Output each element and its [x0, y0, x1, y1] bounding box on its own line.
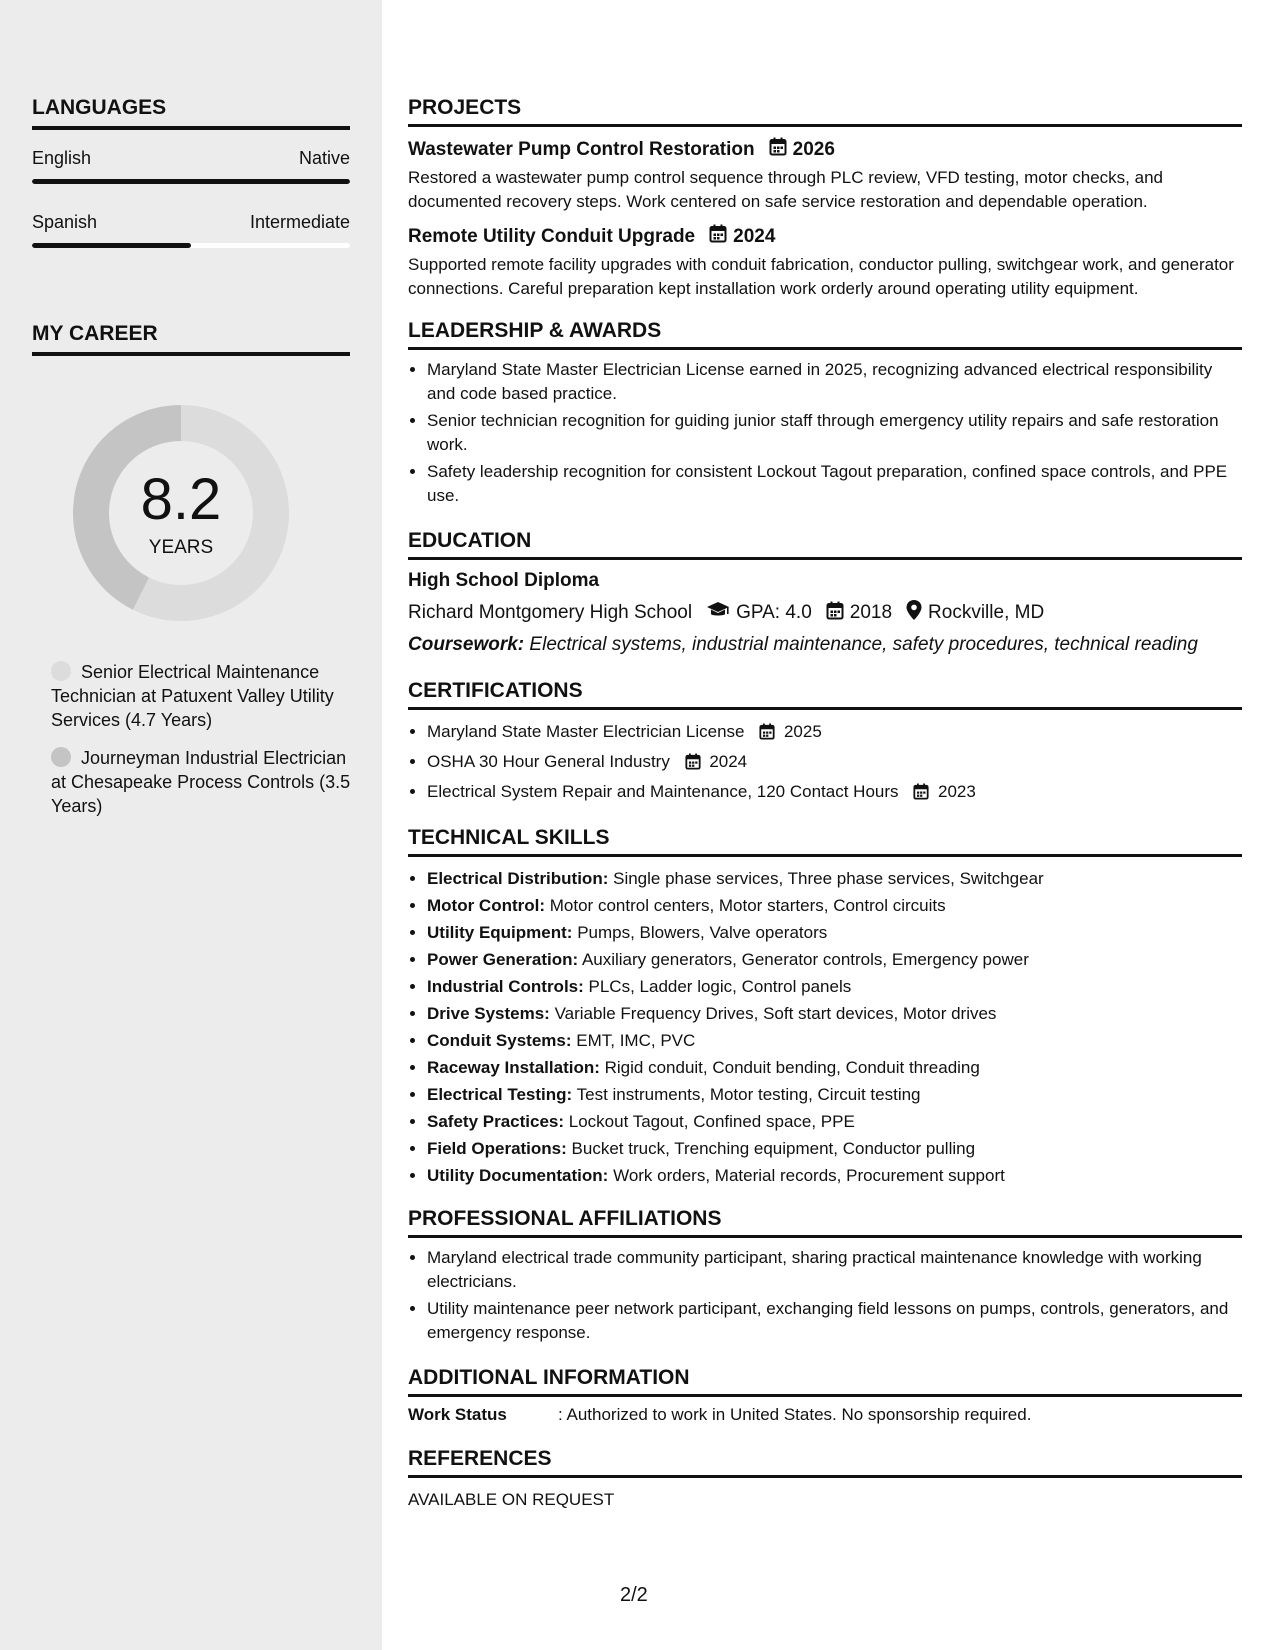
project-title: Wastewater Pump Control Restoration — [408, 138, 755, 160]
language-item — [32, 212, 350, 248]
list-item — [427, 1135, 1242, 1162]
skill-label: Drive Systems: — [427, 1004, 550, 1023]
project-year: 2024 — [733, 225, 776, 247]
career-heading: MY CAREER — [32, 322, 350, 356]
project-title: Remote Utility Conduit Upgrade — [408, 225, 696, 247]
skills-heading: TECHNICAL SKILLS — [408, 826, 1242, 857]
skill-value: EMT, IMC, PVC — [576, 1031, 696, 1050]
coursework-text: Electrical systems, industrial maintenance, safety procedures, technical reading — [529, 634, 1198, 655]
project-description: Supported remote facility upgrades with conduit fabrication, conductor pulling, switchgear work, and generator connections. Careful preparation kept installation work orderly around operating utility equipment. — [408, 255, 1234, 298]
education-heading: EDUCATION — [408, 529, 1242, 560]
additional-info-heading: ADDITIONAL INFORMATION — [408, 1366, 1242, 1397]
references-heading: REFERENCES — [408, 1447, 1242, 1478]
work-status-label: Work Status — [408, 1405, 507, 1424]
skill-value: Single phase services, Three phase services, Switchgear — [613, 869, 1044, 888]
list-item — [427, 892, 1242, 919]
certification-year: 2024 — [709, 752, 748, 771]
skill-value: PLCs, Ladder logic, Control panels — [588, 977, 852, 996]
career-legend-dot — [51, 747, 71, 767]
language-item — [32, 148, 350, 184]
coursework-label: Coursework: — [408, 634, 525, 655]
graduation-cap-icon — [706, 601, 730, 625]
awards-list — [408, 358, 1242, 508]
skill-label: Electrical Distribution: — [427, 869, 609, 888]
education-year: 2018 — [849, 602, 893, 623]
list-item — [427, 946, 1242, 973]
list-item: • Maryland electrical trade community participant, sharing practical maintenance knowledge with working electricians. — [427, 1246, 1242, 1294]
skill-value: Test instruments, Motor testing, Circuit testing — [576, 1085, 921, 1104]
certification-name: Maryland State Master Electrician License — [427, 722, 745, 741]
calendar-icon — [769, 137, 787, 162]
education-details — [408, 600, 1242, 626]
language-level: Intermediate — [249, 212, 350, 232]
affiliations-heading: PROFESSIONAL AFFILIATIONS — [408, 1207, 1242, 1238]
career-item-text: Senior Electrical Maintenance Technician at Patuxent Valley Utility Services (4.7 Years) — [51, 662, 334, 730]
list-item — [427, 718, 1242, 748]
affiliations-list — [408, 1246, 1242, 1345]
certifications-heading: CERTIFICATIONS — [408, 679, 1242, 710]
list-item: • Senior technician recognition for guiding junior staff through emergency utility repairs and safe restoration work. — [427, 409, 1242, 457]
list-item — [427, 1054, 1242, 1081]
work-status-row — [408, 1405, 1242, 1425]
skill-value: Work orders, Material records, Procurement support — [613, 1166, 1005, 1185]
career-total-years: 8.2 — [140, 467, 222, 532]
skill-label: Raceway Installation: — [427, 1058, 600, 1077]
languages-heading: LANGUAGES — [32, 96, 350, 130]
certification-year: 2023 — [937, 782, 976, 801]
skill-label: Electrical Testing: — [427, 1085, 573, 1104]
calendar-icon — [709, 224, 727, 249]
list-item — [427, 919, 1242, 946]
education-school: Richard Montgomery High School — [408, 602, 693, 623]
education-degree: High School Diploma — [408, 570, 600, 591]
list-item — [427, 865, 1242, 892]
sidebar — [0, 0, 382, 1650]
career-legend-dot — [51, 661, 71, 681]
skill-label: Conduit Systems: — [427, 1031, 572, 1050]
skill-label: Power Generation: — [427, 950, 579, 969]
career-total-unit: YEARS — [148, 537, 214, 558]
career-list — [32, 660, 351, 818]
skill-value: Lockout Tagout, Confined space, PPE — [568, 1112, 855, 1131]
calendar-icon — [685, 751, 701, 778]
language-proficiency-fill — [32, 243, 191, 248]
skill-value: Variable Frequency Drives, Soft start devices, Motor drives — [554, 1004, 997, 1023]
list-item — [427, 1162, 1242, 1189]
work-status-value: : Authorized to work in United States. No sponsorship required. — [558, 1405, 1032, 1424]
skill-value: Bucket truck, Trenching equipment, Conductor pulling — [571, 1139, 976, 1158]
calendar-icon — [913, 781, 929, 808]
education-gpa: GPA: 4.0 — [736, 602, 812, 623]
list-item — [427, 778, 1242, 808]
skill-label: Field Operations: — [427, 1139, 567, 1158]
skill-label: Utility Documentation: — [427, 1166, 609, 1185]
page-number: 2/2 — [620, 1584, 648, 1606]
list-item: • Safety leadership recognition for consistent Lockout Tagout preparation, confined space controls, and PPE use. — [427, 460, 1242, 508]
awards-heading: LEADERSHIP & AWARDS — [408, 319, 1242, 350]
list-item — [427, 1000, 1242, 1027]
list-item — [427, 748, 1242, 778]
education-coursework — [408, 632, 1242, 657]
career-item-text: Journeyman Industrial Electrician at Chesapeake Process Controls (3.5 Years) — [51, 748, 351, 816]
map-pin-icon — [906, 600, 922, 626]
language-name: English — [32, 148, 92, 168]
certification-name: OSHA 30 Hour General Industry — [427, 752, 670, 771]
skill-value: Auxiliary generators, Generator controls, Emergency power — [581, 950, 1029, 969]
career-item — [51, 660, 351, 732]
language-level: Native — [298, 148, 350, 168]
project-year: 2026 — [792, 138, 835, 160]
language-name: Spanish — [32, 212, 98, 232]
calendar-icon — [759, 721, 775, 748]
project-item — [408, 224, 1242, 301]
certifications-list — [408, 718, 1242, 808]
main-content — [408, 96, 1242, 1510]
skill-value: Motor control centers, Motor starters, Control circuits — [549, 896, 946, 915]
skill-value: Pumps, Blowers, Valve operators — [577, 923, 828, 942]
language-proficiency-fill — [32, 179, 350, 184]
career-donut-chart — [66, 398, 296, 628]
skills-list — [408, 865, 1242, 1189]
list-item — [427, 1081, 1242, 1108]
project-description: Restored a wastewater pump control sequence through PLC review, VFD testing, motor checks, and documented recovery steps. Work centered on safe service restoration and dependable operation. — [408, 168, 1163, 211]
education-location: Rockville, MD — [928, 602, 1045, 623]
certification-name: Electrical System Repair and Maintenance, 120 Contact Hours — [427, 782, 899, 801]
career-item — [51, 746, 351, 818]
list-item — [427, 1027, 1242, 1054]
certification-year: 2025 — [783, 722, 822, 741]
language-proficiency-bar — [32, 243, 350, 248]
skill-label: Utility Equipment: — [427, 923, 573, 942]
list-item — [427, 1108, 1242, 1135]
references-text: AVAILABLE ON REQUEST — [408, 1490, 615, 1509]
skill-value: Rigid conduit, Conduit bending, Conduit threading — [604, 1058, 980, 1077]
list-item: • Maryland State Master Electrician License earned in 2025, recognizing advanced electrical responsibility and code based practice. — [427, 358, 1242, 406]
skill-label: Safety Practices: — [427, 1112, 565, 1131]
language-proficiency-bar — [32, 179, 350, 184]
list-item: • Utility maintenance peer network participant, exchanging field lessons on pumps, controls, generators, and emergency response. — [427, 1297, 1242, 1345]
calendar-icon — [826, 601, 844, 626]
projects-heading: PROJECTS — [408, 96, 1242, 127]
project-item — [408, 137, 1242, 214]
skill-label: Industrial Controls: — [427, 977, 584, 996]
skill-label: Motor Control: — [427, 896, 546, 915]
list-item — [427, 973, 1242, 1000]
